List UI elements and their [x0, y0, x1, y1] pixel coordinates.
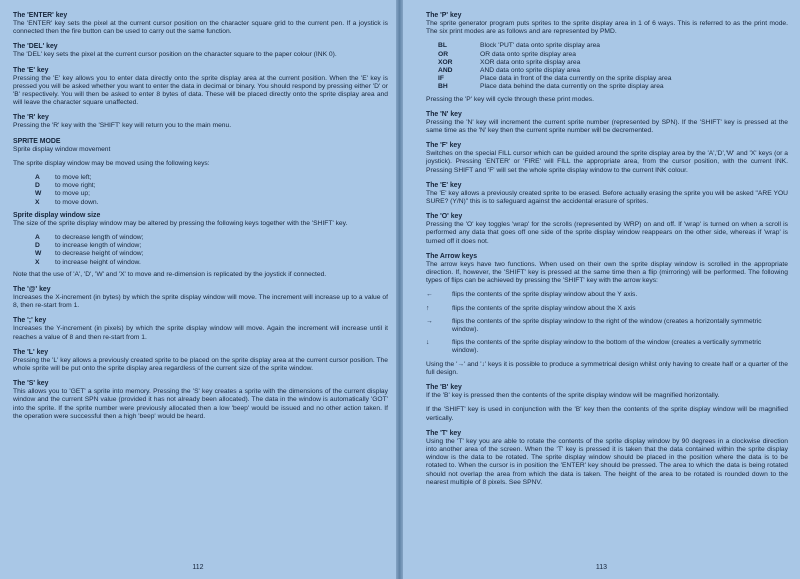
key-label: D — [35, 182, 40, 190]
s-key-text: This allows you to 'GET' a sprite into memory. Pressing the 'S' key creates a sprite with the dimensions of the current display window and the current SPN value (provided it has not already been allocated). The data in the window is automatically 'GOT' into the sprite. If the sprite number were previously allocated then a low 'beep' would be issued and no other action taken. If the operation were successful then a high 'beep' would be heard. — [13, 388, 388, 420]
at-key-heading: The '@' key — [13, 286, 51, 294]
mode-desc: Place data behind the data currently on the sprite display area — [480, 83, 664, 91]
b-key-heading: The 'B' key — [426, 384, 462, 392]
move-key-row — [35, 182, 388, 190]
arrow-flip-row — [426, 291, 788, 299]
key-label: W — [35, 190, 42, 198]
key-desc: to decrease length of window; — [55, 234, 144, 242]
right-page — [402, 0, 800, 579]
mode-code: OR — [438, 50, 449, 58]
mode-code: XOR — [438, 58, 453, 66]
e-key-text: Pressing the 'E' key allows you to enter data directly onto the sprite display area at the current position. When the 'E' key is pressed you will be asked whether you want to enter the data in decimal or binary. You should respond by pressing either 'D' or 'B' respectively. You will then be asked to enter 8 bytes of data. These will be placed directly onto the sprite display area and will leave the character square unaffected. — [13, 74, 388, 107]
arrow-down-icon: ↓ — [426, 339, 430, 347]
l-key-heading: The 'L' key — [13, 348, 49, 356]
e-key-text-right: The 'E' key allows a previously created sprite to be erased. Before actually erasing the sprite you will be asked "ARE YOU SURE? (Y/N)" this is to safeguard against the accidental erasure of sprites. — [426, 189, 788, 206]
key-desc: to move right; — [55, 182, 96, 190]
size-key-row — [35, 259, 388, 267]
e-key-heading-right: The 'E' key — [426, 181, 462, 189]
key-label: X — [35, 198, 40, 206]
f-key-heading: The 'F' key — [426, 142, 462, 150]
mode-desc: OR data onto sprite display area — [480, 50, 576, 58]
p-key-heading: The 'P' key — [426, 12, 462, 19]
e-key-heading: The 'E' key — [13, 66, 49, 74]
p-key-text: The sprite generator program puts sprites to the sprite display area in 1 of 6 ways. This is referred to as the print mode. The six print modes are as follows and are represented by PMD. — [426, 20, 788, 36]
at-key-text: Increases the X-increment (in bytes) by which the sprite display window will move. The increment will increase up to a value of 8, then re-start from 1. — [13, 294, 388, 310]
key-desc: to increase height of window. — [55, 258, 141, 266]
key-label: D — [35, 242, 40, 250]
mode-desc: Block 'PUT' data onto sprite display area — [480, 42, 601, 50]
flip-desc: flips the contents of the sprite display window to the right of the window (creates a horizontally symmetric window). — [452, 317, 762, 334]
f-key-text: Switches on the special FILL cursor which can be guided around the sprite display area by the 'A','D','W' and 'X' keys (or a joystick). Pressing 'ENTER' or 'FIRE' will FILL the appropriate area, from the cursor position, with the current INK. Pressing SHIFT and 'F' will set the whole sprite display window to the current INK colour. — [426, 150, 788, 174]
n-key-text: Pressing the 'N' key will increment the current sprite number (represented by SPN). If the 'SHIFT' key is pressed at the same time as the 'N' key then the current sprite number will be decremented. — [426, 118, 788, 135]
arrow-flip-row — [426, 318, 788, 334]
print-mode-row — [438, 59, 788, 67]
move-key-row — [35, 174, 388, 182]
arrow-flip-list — [426, 291, 788, 355]
del-key-text: The 'DEL' key sets the pixel at the current cursor position on the character square to the paper colour (INK 0). — [13, 51, 337, 59]
window-size-text: The size of the sprite display window may be altered by pressing the following keys together with the 'SHIFT' key. — [13, 219, 348, 227]
semicolon-key-text: Increases the Y-increment (in pixels) by which the sprite display window will move. Again the increment will increase until it reaches a value of 8 and then re-start from 1. — [13, 325, 388, 341]
left-page — [0, 0, 397, 579]
mode-code: BL — [438, 42, 447, 50]
joystick-note: Note that the use of 'A', 'D', 'W' and 'X' to move and re-dimension is replicated by the joystick if connected. — [13, 270, 327, 278]
enter-key-heading: The 'ENTER' key — [13, 12, 68, 19]
mode-code: BH — [438, 83, 448, 91]
flip-desc: flips the contents of the sprite display window about the Y axis. — [452, 291, 638, 299]
print-mode-row — [438, 83, 788, 91]
r-key-heading: The 'R' key — [13, 114, 49, 122]
size-key-row — [35, 242, 388, 250]
t-key-heading: The 'T' key — [426, 429, 462, 437]
print-mode-row — [438, 42, 788, 50]
arrow-symmetry-text: Using the '→' and '↓' keys it is possible to produce a symmetrical design whilst only having to create half or a quarter of the full design. — [426, 360, 788, 376]
mode-code: IF — [438, 75, 444, 83]
key-desc: to decrease height of window; — [55, 250, 144, 258]
arrow-right-icon: → — [426, 317, 433, 325]
key-label: W — [35, 250, 42, 258]
p-key-cycle-text: Pressing the 'P' key will cycle through these print modes. — [426, 95, 594, 103]
arrow-keys-text: The arrow keys have two functions. When used on their own the sprite display window is scrolled in the appropriate direction. If, however, the 'SHIFT' key is pressed at the same time then a flip (mirroring) will be performed. The following types of flips can be achieved by pressing the 'SHIFT' key with the arrow keys: — [426, 260, 788, 285]
r-key-text: Pressing the 'R' key with the 'SHIFT' key will return you to the main menu. — [13, 122, 232, 130]
print-mode-row — [438, 75, 788, 83]
b-key-shift-text: If the 'SHIFT' key is used in conjunction with the 'B' key then the contents of the sprite display window will be magnified vertically. — [426, 406, 788, 422]
sprite-mode-heading: SPRITE MODE — [13, 137, 61, 145]
del-key-heading: The 'DEL' key — [13, 43, 58, 51]
size-key-list — [35, 234, 388, 267]
key-desc: to move up; — [55, 190, 90, 198]
b-key-text: If the 'B' key is pressed then the contents of the sprite display window will be magnified horizontally. — [426, 392, 720, 400]
arrow-keys-heading: The Arrow keys — [426, 252, 478, 260]
print-mode-row — [438, 67, 788, 75]
arrow-flip-row — [426, 305, 788, 313]
mode-desc: AND data onto sprite display area — [480, 67, 580, 75]
key-desc: to move down. — [55, 198, 99, 206]
arrow-left-icon: ← — [426, 291, 433, 299]
enter-key-text: The 'ENTER' key sets the pixel at the current cursor position on the character square grid to the current pen. If a joystick is connected then the fire button can be used to carry out the same function. — [13, 20, 388, 36]
move-key-list — [35, 174, 388, 207]
n-key-heading: The 'N' key — [426, 110, 462, 118]
print-mode-list — [438, 42, 788, 91]
key-desc: to move left; — [55, 174, 92, 182]
move-key-row — [35, 190, 388, 198]
semicolon-key-heading: The ';' key — [13, 317, 47, 325]
window-size-heading: Sprite display window size — [13, 211, 101, 219]
size-key-row — [35, 250, 388, 258]
mode-desc: Place data in front of the data currently on the sprite display area — [480, 75, 672, 83]
key-label: X — [35, 258, 40, 266]
arrow-flip-row — [426, 339, 788, 355]
flip-desc: flips the contents of the sprite display window to the bottom of the window (creates a vertically symmetric window). — [452, 339, 762, 355]
l-key-text: Pressing the 'L' key allows a previously created sprite to be placed on the sprite display area at the current cursor position. The whole sprite will be put onto the sprite display area regardless of the current size of the sprite window. — [13, 356, 388, 373]
sprite-mode-text: The sprite display window may be moved using the following keys: — [13, 159, 210, 167]
page-number-right: 113 — [595, 564, 608, 571]
s-key-heading: The 'S' key — [13, 380, 49, 388]
arrow-up-icon: ↑ — [426, 304, 430, 312]
key-label: A — [35, 174, 40, 182]
sprite-mode-subtitle: Sprite display window movement — [13, 145, 111, 153]
print-mode-row — [438, 51, 788, 59]
o-key-text: Pressing the 'O' key toggles 'wrap' for the scrolls (represented by WRP) on and off. If 'wrap' is turned on when a scroll is performed any data that goes off one side of the sprite display window reappears on the other side, whereas if 'wrap' is turned off it does not. — [426, 221, 788, 245]
size-key-row — [35, 234, 388, 242]
t-key-text: Using the 'T' key you are able to rotate the contents of the sprite display window by 90 degrees in a clockwise direction into another area of the screen. When the 'T' key is pressed it is taken that the data contained within the sprite display window is the data to be rotated. The sprite display window should be placed in the position where the data is to be rotated to. When the cursor is in position the 'ENTER' key should be pressed. The area to which the data is being rotated should not overlap the area from which the data is taken. The height of the area to be rotated is rounded down to the nearest multiple of 8 pixels. See SPNV. — [426, 437, 788, 486]
mode-code: AND — [438, 67, 453, 75]
mode-desc: XOR data onto sprite display area — [480, 58, 581, 66]
key-label: A — [35, 234, 40, 242]
o-key-heading: The 'O' key — [426, 213, 463, 221]
move-key-row — [35, 199, 388, 207]
key-desc: to increase length of window; — [55, 242, 142, 250]
page-number-left: 112 — [192, 564, 204, 571]
flip-desc: flips the contents of the sprite display window about the X axis — [452, 304, 636, 312]
